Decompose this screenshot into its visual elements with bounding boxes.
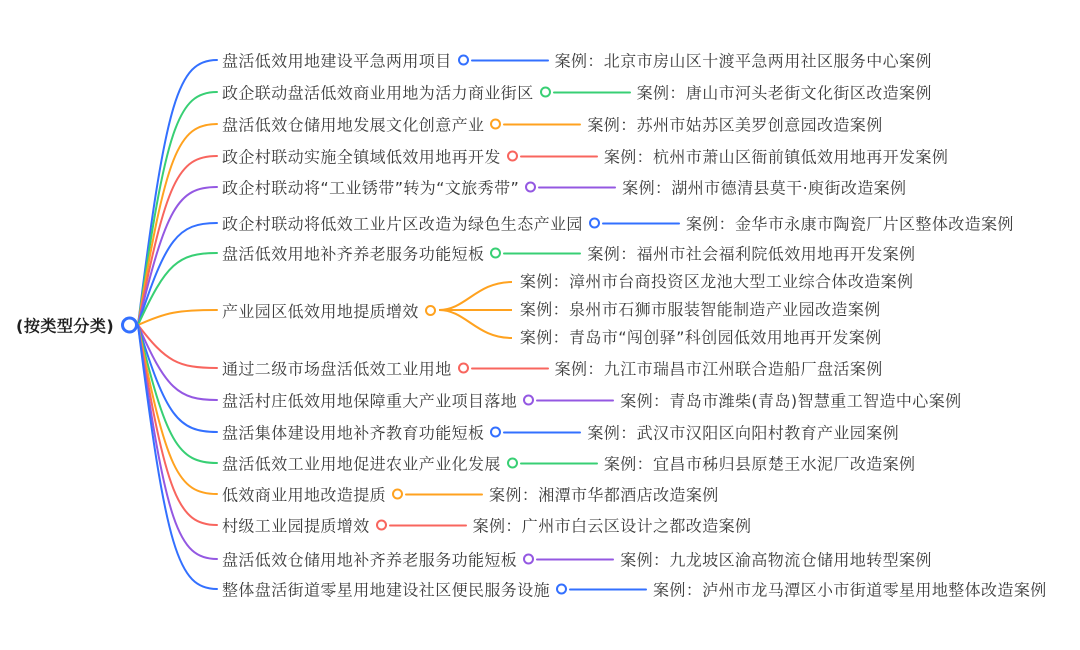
topic-node[interactable]: 盘活低效用地建设平急两用项目: [222, 51, 452, 71]
case-node[interactable]: 案例：唐山市河头老街文化街区改造案例: [636, 83, 932, 103]
topic-node[interactable]: 产业园区低效用地提质增效: [222, 301, 419, 321]
branch-row: [222, 49, 932, 72]
case-connector-line: [405, 493, 483, 495]
topic-node-circle[interactable]: [589, 218, 600, 229]
topic-node[interactable]: 通过二级市场盘活低效工业用地: [222, 359, 452, 379]
branch-edge: [138, 156, 217, 325]
case-node[interactable]: 案例：九龙坡区渝高物流仓储用地转型案例: [620, 550, 932, 570]
topic-node-circle[interactable]: [507, 151, 518, 162]
case-node[interactable]: 案例：广州市白云区设计之都改造案例: [472, 516, 752, 536]
case-node[interactable]: 案例：福州市社会福利院低效用地再开发案例: [587, 244, 916, 264]
topic-node-circle[interactable]: [490, 248, 501, 259]
branch-row: [222, 357, 883, 380]
branch-row: [222, 452, 915, 475]
case-node[interactable]: 案例：九江市瑞昌市江州联合造船厂盘活案例: [554, 359, 883, 379]
fan-connector-lines: [438, 268, 514, 352]
topic-node-circle[interactable]: [376, 520, 387, 531]
topic-node-circle[interactable]: [490, 427, 501, 438]
case-connector-line: [503, 123, 581, 125]
case-connector-line: [553, 91, 631, 93]
branch-edge: [138, 310, 217, 325]
case-node[interactable]: 案例：武汉市汉阳区向阳村教育产业园案例: [587, 423, 900, 443]
topic-node-circle[interactable]: [523, 554, 534, 565]
case-connector-line: [471, 367, 549, 369]
case-node[interactable]: 案例：泸州市龙马潭区小市街道零星用地整体改造案例: [653, 580, 1047, 600]
branch-edge: [138, 325, 217, 559]
topic-node-circle[interactable]: [490, 119, 501, 130]
branch-edge: [138, 325, 217, 368]
topic-node[interactable]: 盘活低效工业用地促进农业产业化发展: [222, 454, 501, 474]
branch-row: [222, 268, 913, 352]
case-node[interactable]: 案例：青岛市“闯创驿”科创园低效用地再开发案例: [519, 328, 882, 347]
case-node[interactable]: 案例：青岛市潍柴(青岛)智慧重工智造中心案例: [620, 391, 962, 411]
case-connector-line: [536, 558, 614, 560]
branch-edge: [138, 325, 217, 400]
branch-edge: [138, 92, 217, 325]
case-connector-line: [536, 399, 614, 401]
branch-row: [222, 145, 948, 168]
topic-node[interactable]: 低效商业用地改造提质: [222, 485, 387, 505]
topic-node-circle[interactable]: [458, 55, 469, 66]
topic-node-circle[interactable]: [392, 489, 403, 500]
topic-node[interactable]: 政企村联动将低效工业片区改造为绿色生态产业园: [222, 214, 583, 234]
branch-row: [222, 548, 932, 571]
case-connector-line: [520, 462, 598, 464]
topic-node[interactable]: 盘活低效仓储用地发展文化创意产业: [222, 115, 485, 135]
branch-row: [222, 389, 962, 412]
case-node[interactable]: 案例：泉州市石狮市服装智能制造产业园改造案例: [519, 300, 881, 319]
branch-row: [222, 578, 1047, 601]
case-connector-line: [389, 524, 467, 526]
branch-edge: [138, 325, 217, 525]
case-node[interactable]: 案例：漳州市台商投资区龙池大型工业综合体改造案例: [519, 272, 914, 291]
branch-edge: [138, 325, 217, 494]
branch-edge: [138, 223, 217, 325]
branch-edge: [138, 325, 217, 463]
branch-edge: [138, 325, 217, 432]
case-connector-line: [538, 186, 616, 188]
topic-node[interactable]: 盘活村庄低效用地保障重大产业项目落地: [222, 391, 518, 411]
case-connector-line: [503, 431, 581, 433]
branch-row: [222, 176, 906, 199]
case-connector-line: [471, 59, 549, 61]
case-group: [520, 268, 914, 352]
branch-edge: [138, 124, 217, 325]
case-node[interactable]: 案例：湘潭市华都酒店改造案例: [489, 485, 719, 505]
case-node[interactable]: 案例：北京市房山区十渡平急两用社区服务中心案例: [554, 51, 932, 71]
branch-row: [222, 81, 932, 104]
case-node[interactable]: 案例：湖州市德清县莫干·庾街改造案例: [622, 178, 907, 198]
case-node[interactable]: 案例：苏州市姑苏区美罗创意园改造案例: [587, 115, 883, 135]
topic-node[interactable]: 盘活低效仓储用地补齐养老服务功能短板: [222, 550, 518, 570]
branch-edge: [138, 325, 217, 589]
case-node[interactable]: 案例：宜昌市秭归县原楚王水泥厂改造案例: [603, 454, 916, 474]
topic-node[interactable]: 政企联动盘活低效商业用地为活力商业街区: [222, 83, 534, 103]
case-connector-line: [503, 252, 581, 254]
branch-edge: [138, 187, 217, 325]
root-node: [16, 314, 138, 337]
case-connector-line: [520, 155, 598, 157]
case-connector-line: [569, 588, 647, 590]
branch-edge: [138, 253, 217, 325]
branch-row: [222, 514, 751, 537]
topic-node-circle[interactable]: [507, 458, 518, 469]
topic-node-circle[interactable]: [458, 363, 469, 374]
topic-node[interactable]: 盘活低效用地补齐养老服务功能短板: [222, 244, 485, 264]
topic-node-circle[interactable]: [525, 182, 536, 193]
topic-node[interactable]: 政企村联动实施全镇域低效用地再开发: [222, 147, 501, 167]
topic-node-circle[interactable]: [523, 395, 534, 406]
topic-node[interactable]: 村级工业园提质增效: [222, 516, 370, 536]
branch-row: [222, 212, 1014, 235]
topic-node[interactable]: 整体盘活街道零星用地建设社区便民服务设施: [222, 580, 551, 600]
case-node[interactable]: 案例：金华市永康市陶瓷厂片区整体改造案例: [685, 214, 1014, 234]
case-connector-line: [602, 222, 680, 224]
topic-node[interactable]: 盘活集体建设用地补齐教育功能短板: [222, 423, 485, 443]
topic-node-circle[interactable]: [540, 87, 551, 98]
root-topic[interactable]: (按类型分类): [16, 316, 115, 336]
topic-node[interactable]: 政企村联动将“工业锈带”转为“文旅秀带”: [222, 178, 520, 198]
topic-node-circle[interactable]: [556, 584, 567, 595]
root-node-circle[interactable]: [121, 317, 138, 334]
branch-row: [222, 113, 883, 136]
case-node[interactable]: 案例：杭州市萧山区衙前镇低效用地再开发案例: [603, 147, 949, 167]
topic-node-circle[interactable]: [425, 305, 436, 316]
branch-edge: [138, 60, 217, 325]
branch-row: [222, 421, 899, 444]
branch-row: [222, 242, 915, 265]
branch-row: [222, 483, 719, 506]
